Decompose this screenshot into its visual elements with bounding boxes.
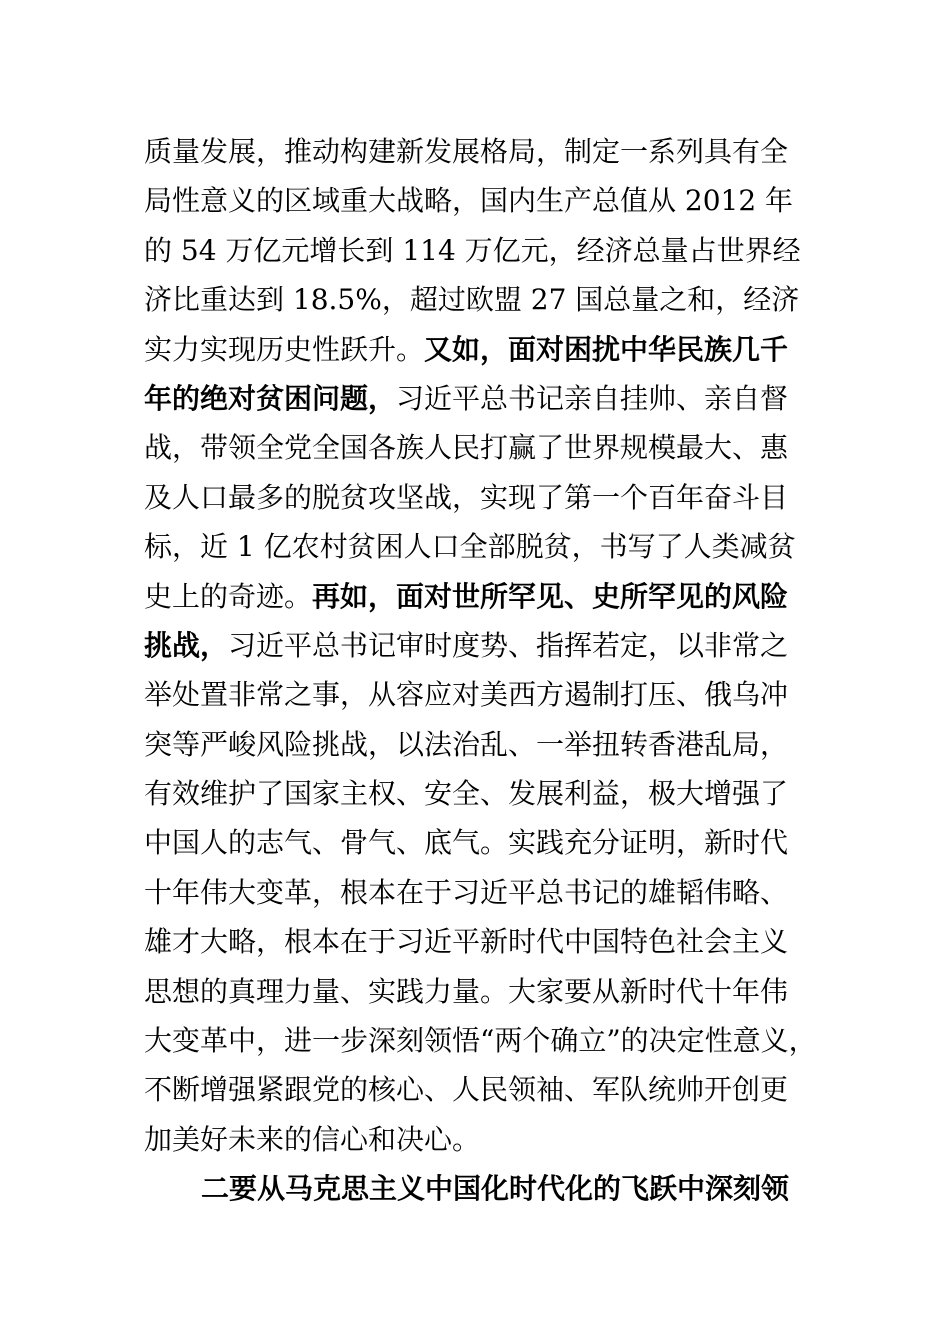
- text-run: 加美好未来的信心和决心。: [144, 1122, 481, 1156]
- text-line: [144, 522, 844, 571]
- bold-text-run: 又如，面对困扰中华民族几千: [424, 332, 789, 366]
- bold-text-run: 挑战，: [144, 628, 229, 662]
- bold-text-run: 年的绝对贫困问题，: [144, 381, 397, 415]
- bold-text-run: 二要从马克思主义中国化时代化的飞跃中深刻领: [201, 1172, 790, 1206]
- text-run: 习近平总书记亲自挂帅、亲自督: [396, 381, 789, 415]
- text-run: 济比重达到 18.5%，超过欧盟 27 国总量之和，经济: [144, 283, 800, 317]
- section-heading-line: [144, 1164, 844, 1213]
- text-line: [144, 720, 844, 769]
- text-line: [144, 473, 844, 522]
- text-line: [144, 423, 844, 472]
- text-run: 局性意义的区域重大战略，国内生产总值从 2012 年: [144, 184, 794, 218]
- text-run: 史上的奇迹。: [144, 579, 313, 613]
- text-line: [144, 621, 844, 670]
- text-line: [144, 967, 844, 1016]
- text-line: [144, 1065, 844, 1114]
- text-line: [144, 374, 844, 423]
- text-run: 十年伟大变革，根本在于习近平总书记的雄韬伟略、: [144, 875, 789, 909]
- text-line: [144, 670, 844, 719]
- text-run: 大变革中，进一步深刻领悟“两个确立”的决定性意义，: [144, 1024, 817, 1058]
- body-text: [144, 127, 844, 1214]
- text-run: 不断增强紧跟党的核心、人民领袖、军队统帅开创更: [144, 1073, 789, 1107]
- text-run: 有效维护了国家主权、安全、发展利益，极大增强了: [144, 777, 789, 811]
- text-line: [144, 818, 844, 867]
- text-line: [144, 226, 844, 275]
- text-run: 习近平总书记审时度势、指挥若定，以非常之: [228, 628, 789, 662]
- text-line: [144, 176, 844, 225]
- text-line: [144, 917, 844, 966]
- text-run: 实力实现历史性跃升。: [144, 332, 425, 366]
- text-line: [144, 1115, 844, 1164]
- bold-text-run: 再如，面对世所罕见、史所罕见的风险: [312, 579, 789, 613]
- text-run: 举处置非常之事，从容应对美西方遏制打压、俄乌冲: [144, 678, 789, 712]
- text-line: [144, 769, 844, 818]
- text-run: 战，带领全党全国各族人民打赢了世界规模最大、惠: [144, 431, 789, 465]
- text-run: 中国人的志气、骨气、底气。实践充分证明，新时代: [144, 826, 789, 860]
- text-run: 标，近 1 亿农村贫困人口全部脱贫，书写了人类减贫: [144, 530, 796, 564]
- text-line: [144, 572, 844, 621]
- text-line: [144, 1016, 844, 1065]
- text-line: [144, 325, 844, 374]
- text-run: 质量发展，推动构建新发展格局，制定一系列具有全: [144, 135, 789, 168]
- text-run: 及人口最多的脱贫攻坚战，实现了第一个百年奋斗目: [144, 480, 789, 514]
- text-run: 突等严峻风险挑战，以法治乱、一举扭转香港乱局，: [144, 727, 789, 761]
- text-run: 思想的真理力量、实践力量。大家要从新时代十年伟: [144, 974, 789, 1008]
- text-run: 雄才大略，根本在于习近平新时代中国特色社会主义: [144, 925, 789, 959]
- text-run: 的 54 万亿元增长到 114 万亿元，经济总量占世界经: [144, 233, 801, 267]
- text-line: [144, 868, 844, 917]
- text-line: [144, 275, 844, 324]
- text-line: [144, 127, 844, 176]
